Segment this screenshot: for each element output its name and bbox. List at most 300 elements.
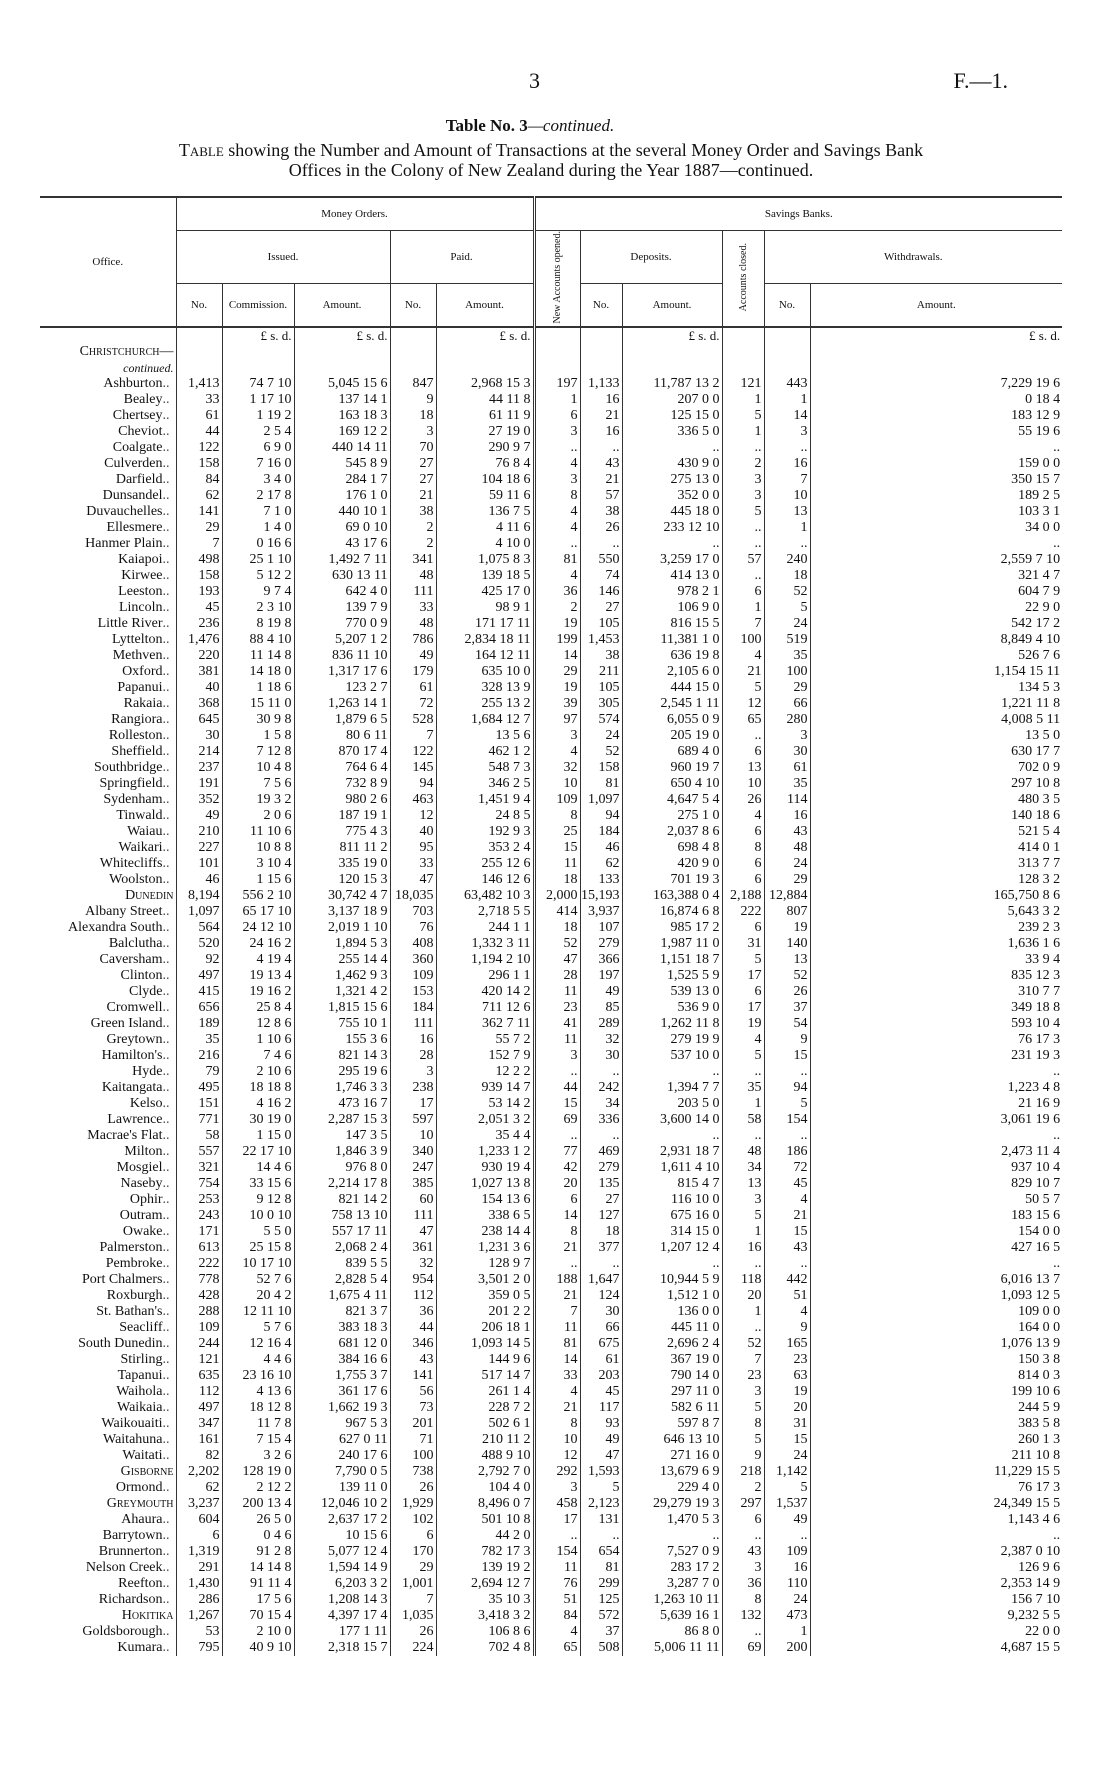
withdrawals-no-cell: 16: [764, 808, 810, 824]
commission-cell: 14 18 0: [222, 664, 294, 680]
office-name-label: Kaitangata: [101, 1080, 163, 1096]
withdrawals-no-cell: 24: [764, 616, 810, 632]
office-name: [40, 504, 176, 520]
paid-amount-cell: 362 7 11: [436, 1016, 534, 1032]
issued-amount-cell: 732 8 9: [294, 776, 390, 792]
office-name: [40, 408, 176, 424]
deposits-amount-cell: 7,527 0 9: [622, 1544, 722, 1560]
leader-dots: ..: [162, 632, 170, 648]
unit-cell-commission: £ s. d.: [222, 327, 294, 344]
deposits-amount-cell: 279 19 9: [622, 1032, 722, 1048]
office-name-label: Lawrence: [107, 1112, 163, 1128]
commission-cell: 74 7 10: [222, 376, 294, 392]
deposits-amount-cell: 582 6 11: [622, 1400, 722, 1416]
office-name-label: Leeston: [118, 584, 163, 600]
paid-no-cell: 111: [390, 1208, 436, 1224]
commission-cell: 26 5 0: [222, 1512, 294, 1528]
empty-cell: [722, 360, 764, 376]
deposits-no-cell: 32: [580, 1032, 622, 1048]
issued-amount-cell: 384 16 6: [294, 1352, 390, 1368]
office-name-label: Mosgiel: [116, 1160, 163, 1176]
commission-cell: 10 17 10: [222, 1256, 294, 1272]
office-name: [40, 1048, 176, 1064]
paid-no-cell: 247: [390, 1160, 436, 1176]
office-name: [40, 856, 176, 872]
accounts-closed-cell: 100: [722, 632, 764, 648]
office-name-label: Waitahuna: [102, 1432, 163, 1448]
office-name: [40, 1352, 176, 1368]
paid-no-cell: 597: [390, 1112, 436, 1128]
leader-dots: ..: [162, 1480, 170, 1496]
office-name-label: Macrae's Flat: [87, 1128, 163, 1144]
accounts-closed-cell: 2: [722, 1480, 764, 1496]
new-accounts-cell: 21: [534, 1240, 580, 1256]
unit-row: [40, 327, 1062, 344]
group-note-row: [40, 360, 1062, 376]
table-row: [40, 1352, 1062, 1368]
issued-amount-header: Amount.: [294, 283, 390, 327]
paid-no-cell: 18: [390, 408, 436, 424]
withdrawals-amount-cell: 244 5 9: [810, 1400, 1062, 1416]
paid-amount-cell: 152 7 9: [436, 1048, 534, 1064]
issued-no-cell: 121: [176, 1352, 222, 1368]
accounts-closed-cell: 3: [722, 472, 764, 488]
issued-no-cell: 61: [176, 408, 222, 424]
deposits-amount-cell: 445 18 0: [622, 504, 722, 520]
paid-amount-cell: 501 10 8: [436, 1512, 534, 1528]
table-row: [40, 968, 1062, 984]
issued-amount-cell: 821 14 2: [294, 1192, 390, 1208]
withdrawals-no-cell: 186: [764, 1144, 810, 1160]
commission-cell: 1 4 0: [222, 520, 294, 536]
accounts-closed-cell: 297: [722, 1496, 764, 1512]
deposits-no-cell: 3,937: [580, 904, 622, 920]
table-row: [40, 664, 1062, 680]
office-name: [40, 1400, 176, 1416]
new-accounts-cell: 15: [534, 840, 580, 856]
leader-dots: ..: [162, 696, 170, 712]
withdrawals-no-cell: 16: [764, 456, 810, 472]
issued-amount-cell: 681 12 0: [294, 1336, 390, 1352]
leader-dots: ..: [162, 1304, 170, 1320]
new-accounts-cell: 2,000: [534, 888, 580, 904]
withdrawals-no-cell: 63: [764, 1368, 810, 1384]
page-number: 3: [529, 68, 540, 93]
paid-no-cell: 72: [390, 696, 436, 712]
office-name-label: Ashburton: [103, 376, 163, 392]
commission-cell: 10 4 8: [222, 760, 294, 776]
empty-cell: [722, 344, 764, 360]
deposits-amount-cell: 2,696 2 4: [622, 1336, 722, 1352]
leader-dots: ..: [162, 808, 170, 824]
office-name: [40, 1064, 176, 1080]
paid-amount-cell: 1,075 8 3: [436, 552, 534, 568]
issued-amount-cell: 5,045 15 6: [294, 376, 390, 392]
deposits-no-cell: 74: [580, 568, 622, 584]
paid-no-cell: 153: [390, 984, 436, 1000]
table-heading-suffix: —continued.: [527, 116, 615, 135]
unit-cell-issued-amount: £ s. d.: [294, 327, 390, 344]
table-heading: [0, 116, 1060, 136]
issued-no-cell: 92: [176, 952, 222, 968]
table-body: [40, 327, 1062, 1656]
issued-amount-cell: 12,046 10 2: [294, 1496, 390, 1512]
issued-no-cell: 82: [176, 1448, 222, 1464]
leader-dots: ..: [162, 504, 170, 520]
paid-no-cell: 463: [390, 792, 436, 808]
issued-amount-cell: 284 1 7: [294, 472, 390, 488]
leader-dots: ..: [162, 1320, 170, 1336]
table-row: [40, 1480, 1062, 1496]
issued-amount-cell: 139 11 0: [294, 1480, 390, 1496]
issued-no-cell: 44: [176, 424, 222, 440]
office-name: [40, 1496, 176, 1512]
accounts-closed-cell: 1: [722, 424, 764, 440]
issued-no-cell: 428: [176, 1288, 222, 1304]
office-name: [40, 552, 176, 568]
leader-dots: ..: [162, 680, 170, 696]
table-row: [40, 1464, 1062, 1480]
issued-no-cell: 158: [176, 456, 222, 472]
new-accounts-cell: 41: [534, 1016, 580, 1032]
issued-amount-cell: 1,317 17 6: [294, 664, 390, 680]
office-name-label: Hamilton's: [101, 1048, 163, 1064]
table-row: [40, 632, 1062, 648]
accounts-closed-cell: 36: [722, 1576, 764, 1592]
paid-no-cell: 111: [390, 1016, 436, 1032]
deposits-amount-cell: 1,262 11 8: [622, 1016, 722, 1032]
issued-amount-cell: 123 2 7: [294, 680, 390, 696]
commission-cell: 22 17 10: [222, 1144, 294, 1160]
table-row: [40, 536, 1062, 552]
withdrawals-no-cell: 66: [764, 696, 810, 712]
paid-amount-cell: 35 4 4: [436, 1128, 534, 1144]
accounts-closed-cell: 17: [722, 968, 764, 984]
withdrawals-amount-cell: 349 18 8: [810, 1000, 1062, 1016]
leader-dots: ..: [162, 392, 170, 408]
accounts-closed-cell: 31: [722, 936, 764, 952]
office-name-label: Owake: [122, 1224, 163, 1240]
leader-dots: ..: [162, 1192, 170, 1208]
issued-no-cell: 564: [176, 920, 222, 936]
withdrawals-no-cell: 35: [764, 776, 810, 792]
new-accounts-cell: ..: [534, 1064, 580, 1080]
deposits-no-cell: 57: [580, 488, 622, 504]
deposits-amount-cell: 539 13 0: [622, 984, 722, 1000]
deposits-no-cell: 30: [580, 1048, 622, 1064]
office-name-label: Cheviot: [118, 424, 163, 440]
issued-no-cell: 193: [176, 584, 222, 600]
deposits-amount-cell: 297 11 0: [622, 1384, 722, 1400]
paid-amount-cell: 27 19 0: [436, 424, 534, 440]
new-accounts-cell: 8: [534, 1224, 580, 1240]
withdrawals-amount-cell: 6,016 13 7: [810, 1272, 1062, 1288]
withdrawals-header: Withdrawals.: [764, 231, 1062, 284]
office-name-label: Ormond: [115, 1480, 163, 1496]
office-name-label: Rangiora: [111, 712, 163, 728]
paid-no-cell: 16: [390, 1032, 436, 1048]
deposits-no-cell: 47: [580, 1448, 622, 1464]
new-accounts-cell: 11: [534, 1560, 580, 1576]
issued-no-cell: 101: [176, 856, 222, 872]
leader-dots: ..: [162, 792, 170, 808]
paid-no-cell: 141: [390, 1368, 436, 1384]
deposits-no-cell: 27: [580, 1192, 622, 1208]
office-name-label: Chertsey: [112, 408, 163, 424]
accounts-closed-cell: 8: [722, 1416, 764, 1432]
issued-no-cell: 520: [176, 936, 222, 952]
withdrawals-amount-cell: 310 7 7: [810, 984, 1062, 1000]
deposits-amount-cell: 4,647 5 4: [622, 792, 722, 808]
issued-amount-cell: 2,318 15 7: [294, 1640, 390, 1656]
withdrawals-amount-cell: 7,229 19 6: [810, 376, 1062, 392]
accounts-closed-cell: ..: [722, 1128, 764, 1144]
office-name-label: Port Chalmers: [82, 1272, 163, 1288]
office-name-label: Ophir: [129, 1192, 163, 1208]
paid-no-cell: 847: [390, 376, 436, 392]
new-accounts-cell: 42: [534, 1160, 580, 1176]
office-name: [40, 472, 176, 488]
office-name-label: Culverden: [104, 456, 163, 472]
issued-no-cell: 754: [176, 1176, 222, 1192]
paid-no-cell: 528: [390, 712, 436, 728]
issued-no-cell: 141: [176, 504, 222, 520]
commission-cell: 91 2 8: [222, 1544, 294, 1560]
paid-amount-cell: 502 6 1: [436, 1416, 534, 1432]
paid-amount-cell: 238 14 4: [436, 1224, 534, 1240]
deposits-amount-cell: 3,600 14 0: [622, 1112, 722, 1128]
deposits-amount-cell: 2,037 8 6: [622, 824, 722, 840]
new-accounts-cell: 18: [534, 872, 580, 888]
deposits-no-cell: 37: [580, 1624, 622, 1640]
withdrawals-no-cell: 473: [764, 1608, 810, 1624]
paid-no-cell: 738: [390, 1464, 436, 1480]
table-row: [40, 408, 1062, 424]
deposits-no-cell: 38: [580, 648, 622, 664]
deposits-amount-cell: 5,006 11 11: [622, 1640, 722, 1656]
paid-amount-cell: 420 14 2: [436, 984, 534, 1000]
deposits-amount-cell: 2,931 18 7: [622, 1144, 722, 1160]
table-row: [40, 1384, 1062, 1400]
paid-no-cell: 95: [390, 840, 436, 856]
deposits-no-cell: 242: [580, 1080, 622, 1096]
accounts-closed-cell: 9: [722, 1448, 764, 1464]
office-name: [40, 616, 176, 632]
paid-amount-cell: 1,451 9 4: [436, 792, 534, 808]
issued-amount-cell: 473 16 7: [294, 1096, 390, 1112]
deposits-no-cell: 30: [580, 1304, 622, 1320]
commission-cell: 1 10 6: [222, 1032, 294, 1048]
paid-no-cell: 60: [390, 1192, 436, 1208]
paid-amount-cell: 146 12 6: [436, 872, 534, 888]
accounts-closed-cell: 26: [722, 792, 764, 808]
withdrawals-amount-cell: 814 0 3: [810, 1368, 1062, 1384]
new-accounts-cell: 36: [534, 584, 580, 600]
withdrawals-amount-cell: 937 10 4: [810, 1160, 1062, 1176]
deposits-no-cell: ..: [580, 1128, 622, 1144]
withdrawals-no-cell: ..: [764, 536, 810, 552]
table-heading-label: Table No. 3: [445, 116, 528, 135]
deposits-amount-cell: 978 2 1: [622, 584, 722, 600]
deposits-amount-cell: 106 9 0: [622, 600, 722, 616]
deposits-no-cell: 26: [580, 520, 622, 536]
withdrawals-no-cell: 37: [764, 1000, 810, 1016]
issued-amount-cell: 7,790 0 5: [294, 1464, 390, 1480]
commission-cell: 19 13 4: [222, 968, 294, 984]
deposits-amount-cell: 2,545 1 11: [622, 696, 722, 712]
paid-amount-cell: 192 9 3: [436, 824, 534, 840]
deposits-amount-cell: 11,787 13 2: [622, 376, 722, 392]
accounts-closed-cell: 4: [722, 1032, 764, 1048]
deposits-amount-cell: 207 0 0: [622, 392, 722, 408]
deposits-amount-cell: 11,381 1 0: [622, 632, 722, 648]
issued-no-cell: 368: [176, 696, 222, 712]
withdrawals-amount-cell: 3,061 19 6: [810, 1112, 1062, 1128]
office-name: [40, 1624, 176, 1640]
office-name: [40, 1208, 176, 1224]
office-name: [40, 744, 176, 760]
issued-no-cell: 49: [176, 808, 222, 824]
leader-dots: ..: [162, 1144, 170, 1160]
deposits-amount-cell: 283 17 2: [622, 1560, 722, 1576]
withdrawals-no-cell: 240: [764, 552, 810, 568]
paid-no-cell: 38: [390, 504, 436, 520]
issued-amount-cell: 839 5 5: [294, 1256, 390, 1272]
deposits-no-cell: 1,097: [580, 792, 622, 808]
commission-cell: 4 4 6: [222, 1352, 294, 1368]
group-name: [40, 344, 176, 360]
issued-amount-cell: 1,894 5 3: [294, 936, 390, 952]
leader-dots: ..: [162, 520, 170, 536]
issued-amount-cell: 4,397 17 4: [294, 1608, 390, 1624]
withdrawals-amount-cell: 22 0 0: [810, 1624, 1062, 1640]
paid-amount-cell: 2,718 5 5: [436, 904, 534, 920]
deposits-no-cell: 105: [580, 616, 622, 632]
table-row: [40, 1496, 1062, 1512]
leader-dots: ..: [162, 760, 170, 776]
deposits-amount-cell: 1,394 7 7: [622, 1080, 722, 1096]
issued-no-cell: 645: [176, 712, 222, 728]
office-name-label: Ellesmere: [106, 520, 163, 536]
deposits-no-cell: 289: [580, 1016, 622, 1032]
office-name-label: Rolleston: [108, 728, 163, 744]
withdrawals-no-cell: 19: [764, 1384, 810, 1400]
paid-no-cell: 61: [390, 680, 436, 696]
issued-no-cell: 222: [176, 1256, 222, 1272]
paid-no-cell: 56: [390, 1384, 436, 1400]
new-accounts-cell: 39: [534, 696, 580, 712]
issued-no-cell: 62: [176, 1480, 222, 1496]
office-name: [40, 696, 176, 712]
commission-cell: 2 10 0: [222, 1624, 294, 1640]
paid-amount-cell: 1,194 2 10: [436, 952, 534, 968]
office-name-label: Woolston: [109, 872, 163, 888]
deposits-no-cell: 52: [580, 744, 622, 760]
withdrawals-amount-cell: 297 10 8: [810, 776, 1062, 792]
withdrawals-amount-cell: 260 1 3: [810, 1432, 1062, 1448]
paid-amount-cell: 171 17 11: [436, 616, 534, 632]
accounts-closed-cell: 23: [722, 1368, 764, 1384]
paid-no-cell: 2: [390, 520, 436, 536]
paid-amount-cell: 255 13 2: [436, 696, 534, 712]
issued-amount-cell: 176 1 0: [294, 488, 390, 504]
paid-amount-cell: 635 10 0: [436, 664, 534, 680]
office-name: [40, 1592, 176, 1608]
paid-amount-cell: 1,684 12 7: [436, 712, 534, 728]
accounts-closed-cell: 218: [722, 1464, 764, 1480]
paid-amount-cell: 3,418 3 2: [436, 1608, 534, 1624]
leader-dots: ..: [162, 1128, 170, 1144]
accounts-closed-cell: 19: [722, 1016, 764, 1032]
commission-cell: 0 4 6: [222, 1528, 294, 1544]
paid-no-cell: 76: [390, 920, 436, 936]
deposits-no-cell: 654: [580, 1544, 622, 1560]
new-accounts-cell: 458: [534, 1496, 580, 1512]
office-name: [40, 600, 176, 616]
document-code: F.—1.: [953, 68, 1008, 93]
leader-dots: ..: [162, 1352, 170, 1368]
withdrawals-amount-cell: 2,353 14 9: [810, 1576, 1062, 1592]
leader-dots: ..: [162, 1416, 170, 1432]
deposits-no-cell: 107: [580, 920, 622, 936]
paid-no-cell: 102: [390, 1512, 436, 1528]
issued-amount-cell: 821 3 7: [294, 1304, 390, 1320]
deposits-no-cell: 146: [580, 584, 622, 600]
issued-amount-cell: 980 2 6: [294, 792, 390, 808]
office-name: [40, 1096, 176, 1112]
paid-no-cell: 27: [390, 472, 436, 488]
new-accounts-cell: 3: [534, 472, 580, 488]
issued-amount-cell: 976 8 0: [294, 1160, 390, 1176]
office-name-label: Roxburgh: [106, 1288, 163, 1304]
withdrawals-amount-cell: 4,687 15 5: [810, 1640, 1062, 1656]
new-accounts-cell: 199: [534, 632, 580, 648]
accounts-closed-cell: 3: [722, 1192, 764, 1208]
office-name: [40, 792, 176, 808]
deposits-amount-cell: 13,679 6 9: [622, 1464, 722, 1480]
withdrawals-no-cell: 43: [764, 824, 810, 840]
issued-no-cell: 112: [176, 1384, 222, 1400]
issued-amount-cell: 1,208 14 3: [294, 1592, 390, 1608]
table-row: [40, 760, 1062, 776]
office-name: [40, 728, 176, 744]
table-row: [40, 824, 1062, 840]
office-name: [40, 1192, 176, 1208]
paid-no-cell: 109: [390, 968, 436, 984]
paid-amount-cell: 328 13 9: [436, 680, 534, 696]
transactions-table: [40, 196, 1062, 1656]
office-name: [40, 1336, 176, 1352]
withdrawals-no-cell: 20: [764, 1400, 810, 1416]
deposits-no-cell: 135: [580, 1176, 622, 1192]
office-name: [40, 1128, 176, 1144]
paid-amount-header: Amount.: [436, 283, 534, 327]
empty-cell: [294, 360, 390, 376]
issued-amount-cell: 440 10 1: [294, 504, 390, 520]
paid-amount-cell: 2,968 15 3: [436, 376, 534, 392]
leader-dots: ..: [162, 824, 170, 840]
issued-no-cell: 635: [176, 1368, 222, 1384]
office-name: [40, 840, 176, 856]
accounts-closed-cell: 222: [722, 904, 764, 920]
office-name: [40, 872, 176, 888]
deposits-no-cell: 1,133: [580, 376, 622, 392]
leader-dots: ..: [162, 952, 170, 968]
table-row: [40, 424, 1062, 440]
withdrawals-no-cell: ..: [764, 1528, 810, 1544]
leader-dots: ..: [162, 744, 170, 760]
leader-dots: ..: [162, 872, 170, 888]
